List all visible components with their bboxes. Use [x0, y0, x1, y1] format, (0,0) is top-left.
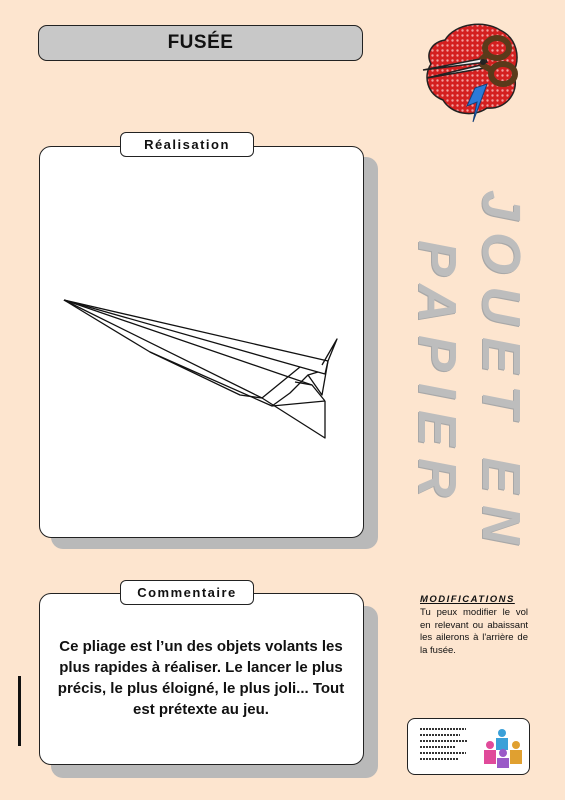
commentaire-tab: Commentaire	[120, 580, 254, 605]
modifications-text: Tu peux modifier le vol en relevant ou abaissant les ailerons à l'arrière de la fusée.	[420, 607, 528, 656]
margin-bar	[18, 676, 21, 746]
realisation-tab: Réalisation	[120, 132, 254, 157]
modifications-title: MODIFICATIONS	[420, 594, 515, 605]
side-title-line1: JOUET EN	[471, 190, 531, 557]
realisation-panel	[39, 146, 364, 538]
paper-plane-illustration	[40, 147, 362, 536]
people-icon	[478, 725, 528, 769]
title-bar	[38, 25, 363, 61]
scissors-icon	[415, 18, 525, 126]
page-title: FUSÉE	[167, 32, 234, 53]
side-title-line2: PAPIER	[407, 240, 467, 510]
comment-text: Ce pliage est l’un des objets volants les plus rapides à réaliser. Le lancer le plus précis, le plus éloigné, le plus joli... Tout est prétexte au jeu.	[57, 638, 345, 718]
info-card	[407, 718, 530, 775]
